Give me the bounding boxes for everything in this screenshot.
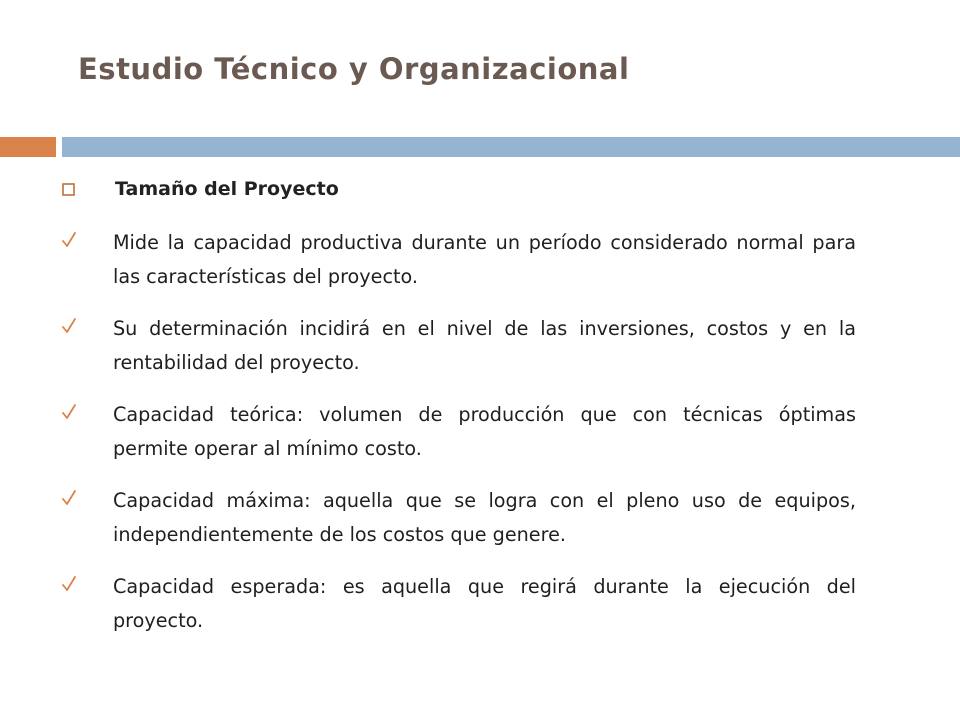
list-item	[62, 226, 856, 294]
list-item	[62, 484, 856, 552]
list-item-text: Capacidad teórica: volumen de producción que con técnicas óptimas permite operar al mínimo costo.	[113, 403, 856, 460]
checkmark-icon	[62, 489, 76, 507]
list-item	[62, 312, 856, 380]
square-outline-icon	[62, 183, 75, 196]
checkmark-icon	[62, 317, 76, 335]
accent-band-orange	[0, 137, 56, 157]
checkmark-icon	[62, 575, 76, 593]
list-item-text: Su determinación incidirá en el nivel de las inversiones, costos y en la rentabilidad del proyecto.	[113, 317, 856, 374]
section-heading: Tamaño del Proyecto	[115, 178, 339, 200]
section-heading-row	[62, 172, 856, 206]
slide-title: Estudio Técnico y Organizacional	[78, 52, 630, 86]
list-item	[62, 570, 856, 638]
accent-band-blue	[62, 137, 960, 157]
checkmark-icon	[62, 231, 76, 249]
slide-content	[62, 172, 856, 656]
list-item-text: Capacidad máxima: aquella que se logra con el pleno uso de equipos, independientemente de los costos que genere.	[113, 489, 856, 546]
list-item-text: Mide la capacidad productiva durante un período considerado normal para las características del proyecto.	[113, 231, 856, 288]
checkmark-icon	[62, 403, 76, 421]
list-item-text: Capacidad esperada: es aquella que regirá durante la ejecución del proyecto.	[113, 575, 856, 632]
list-item	[62, 398, 856, 466]
